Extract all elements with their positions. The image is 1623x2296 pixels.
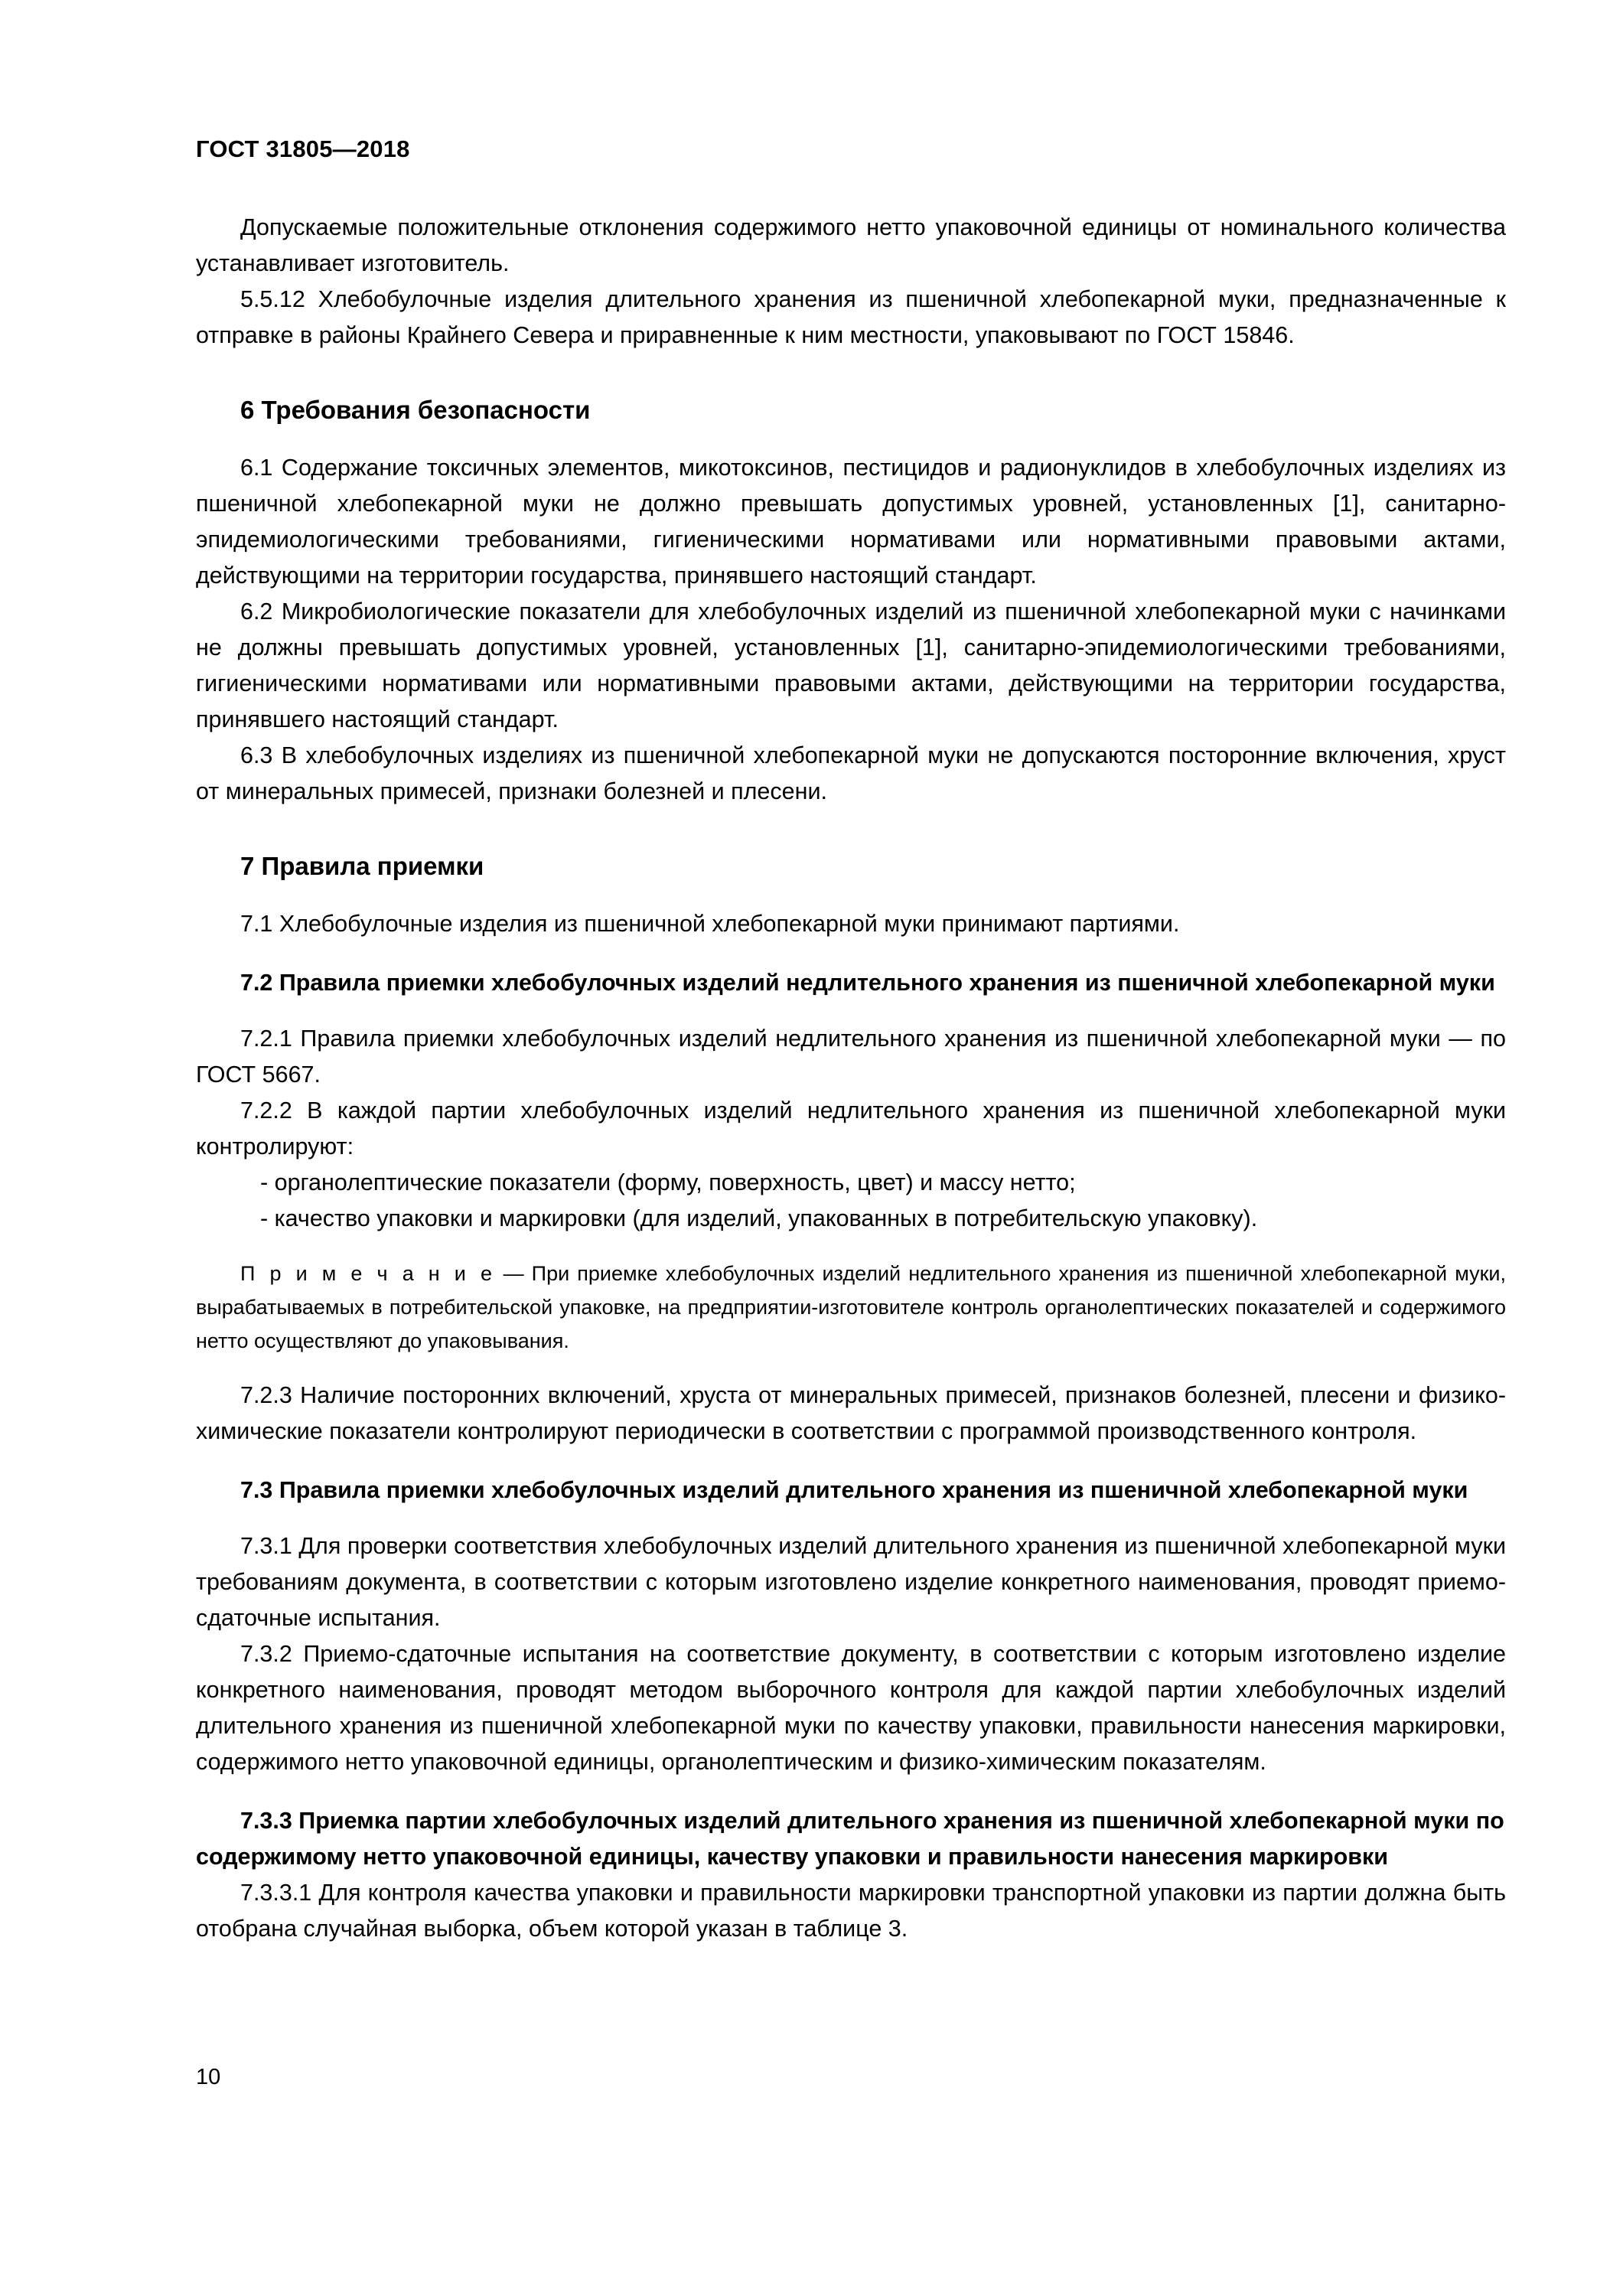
section-heading-6: 6 Требования безопасности — [240, 396, 591, 425]
list-item: - качество упаковки и маркировки (для изделий, упакованных в потребительскую упаковку). — [260, 1205, 1258, 1232]
subheading-7-3-3: 7.3.3 Приемка партии хлебобулочных изделий длительного хранения из пшеничной хлебопекарной муки по содержимому нетто упаковочной единицы, качеству упаковки и правильности нанесения маркировки — [196, 1808, 1504, 1870]
note-dash: — — [495, 1262, 532, 1286]
spacer — [196, 1508, 1506, 1528]
paragraph-6-3: 6.3 В хлебобулочных изделиях из пшеничной хлебопекарной муки не допускаются посторонние включения, хруст от минеральных примесей, признаки болезней и плесени. — [196, 742, 1506, 805]
section-heading-7: 7 Правила приемки — [240, 852, 484, 881]
paragraph-7-2-3: 7.2.3 Наличие посторонних включений, хруста от минеральных примесей, признаков болезней, плесени и физико-химические показатели контролируют периодически в соответствии с программой производственного контроля. — [196, 1382, 1506, 1445]
paragraph-6-2: 6.2 Микробиологические показатели для хлебобулочных изделий из пшеничной хлебопекарной муки с начинками не должны превышать допустимых уровней, установленных [1], санитарно-эпидемиологическими требованиями, гигиеническими нормативами или нормативными правовыми актами, действующими на территории государства, принявшего настоящий стандарт. — [196, 598, 1506, 733]
subheading-7-2: 7.2 Правила приемки хлебобулочных изделий недлительного хранения из пшеничной хлебопекарной муки — [240, 970, 1495, 996]
paragraph-7-3-2: 7.3.2 Приемо-сдаточные испытания на соответствие документу, в соответствии с которым изготовлено изделие конкретного наименования, проводят методом выборочного контроля для каждой партии хлебобулочных изделий длительного хранения из пшеничной хлебопекарной муки по качеству упаковки, правильности нанесения маркировки, содержимого нетто упаковочной единицы, органолептическим и физико-химическим показателям. — [196, 1641, 1506, 1776]
paragraph-5-5-11-continuation: Допускаемые положительные отклонения содержимого нетто упаковочной единицы от номинального количества устанавливает изготовитель. — [196, 214, 1506, 277]
paragraph-7-2-2: 7.2.2 В каждой партии хлебобулочных изделий недлительного хранения из пшеничной хлебопекарной муки контролируют: — [196, 1097, 1506, 1160]
page-number: 10 — [196, 2065, 221, 2089]
document-header-standard-number: ГОСТ 31805—2018 — [196, 135, 410, 162]
spacer — [196, 1358, 1506, 1378]
note-block — [196, 1257, 1506, 1358]
paragraph-6-1: 6.1 Содержание токсичных элементов, микотоксинов, пестицидов и радионуклидов в хлебобулочных изделиях из пшеничной хлебопекарной муки не должно превышать допустимых уровней, установленных [1], санитарно-эпидемиологическими требованиями, гигиеническими нормативами или нормативными правовыми актами, действующими на территории государства, принявшего настоящий стандарт. — [196, 455, 1506, 589]
note-text: При приемке хлебобулочных изделий недлительного хранения из пшеничной хлебопекарной муки, вырабатываемых в потребительской упаковке, на предприятии-изготовителе контроль органолептических показателей и содержимого нетто осуществляют до упаковывания. — [196, 1262, 1506, 1353]
page-content — [196, 136, 1506, 1947]
paragraph-7-1: 7.1 Хлебобулочные изделия из пшеничной хлебопекарной муки принимают партиями. — [240, 911, 1180, 938]
note-label: П р и м е ч а н и е — [240, 1262, 496, 1286]
paragraph-7-2-1: 7.2.1 Правила приемки хлебобулочных изделий недлительного хранения из пшеничной хлебопекарной муки — по ГОСТ 5667. — [196, 1026, 1506, 1088]
paragraph-7-3-1: 7.3.1 Для проверки соответствия хлебобулочных изделий длительного хранения из пшеничной хлебопекарной муки требованиям документа, в соответствии с которым изготовлено изделие конкретного наименования, проводят приемо-сдаточные испытания. — [196, 1533, 1506, 1632]
list-item: - органолептические показатели (форму, поверхность, цвет) и массу нетто; — [260, 1169, 1076, 1196]
paragraph-7-3-3-1: 7.3.3.1 Для контроля качества упаковки и правильности маркировки транспортной упаковки из партии должна быть отобрана случайная выборка, объем которой указан в таблице 3. — [196, 1880, 1506, 1942]
paragraph-5-5-12: 5.5.12 Хлебобулочные изделия длительного хранения из пшеничной хлебопекарной муки, предназначенные к отправке в районы Крайнего Севера и приравненные к ним местности, упаковывают по ГОСТ 15846. — [196, 286, 1506, 349]
subheading-7-3: 7.3 Правила приемки хлебобулочных изделий длительного хранения из пшеничной хлебопекарной муки — [240, 1477, 1468, 1504]
spacer — [196, 1001, 1506, 1021]
